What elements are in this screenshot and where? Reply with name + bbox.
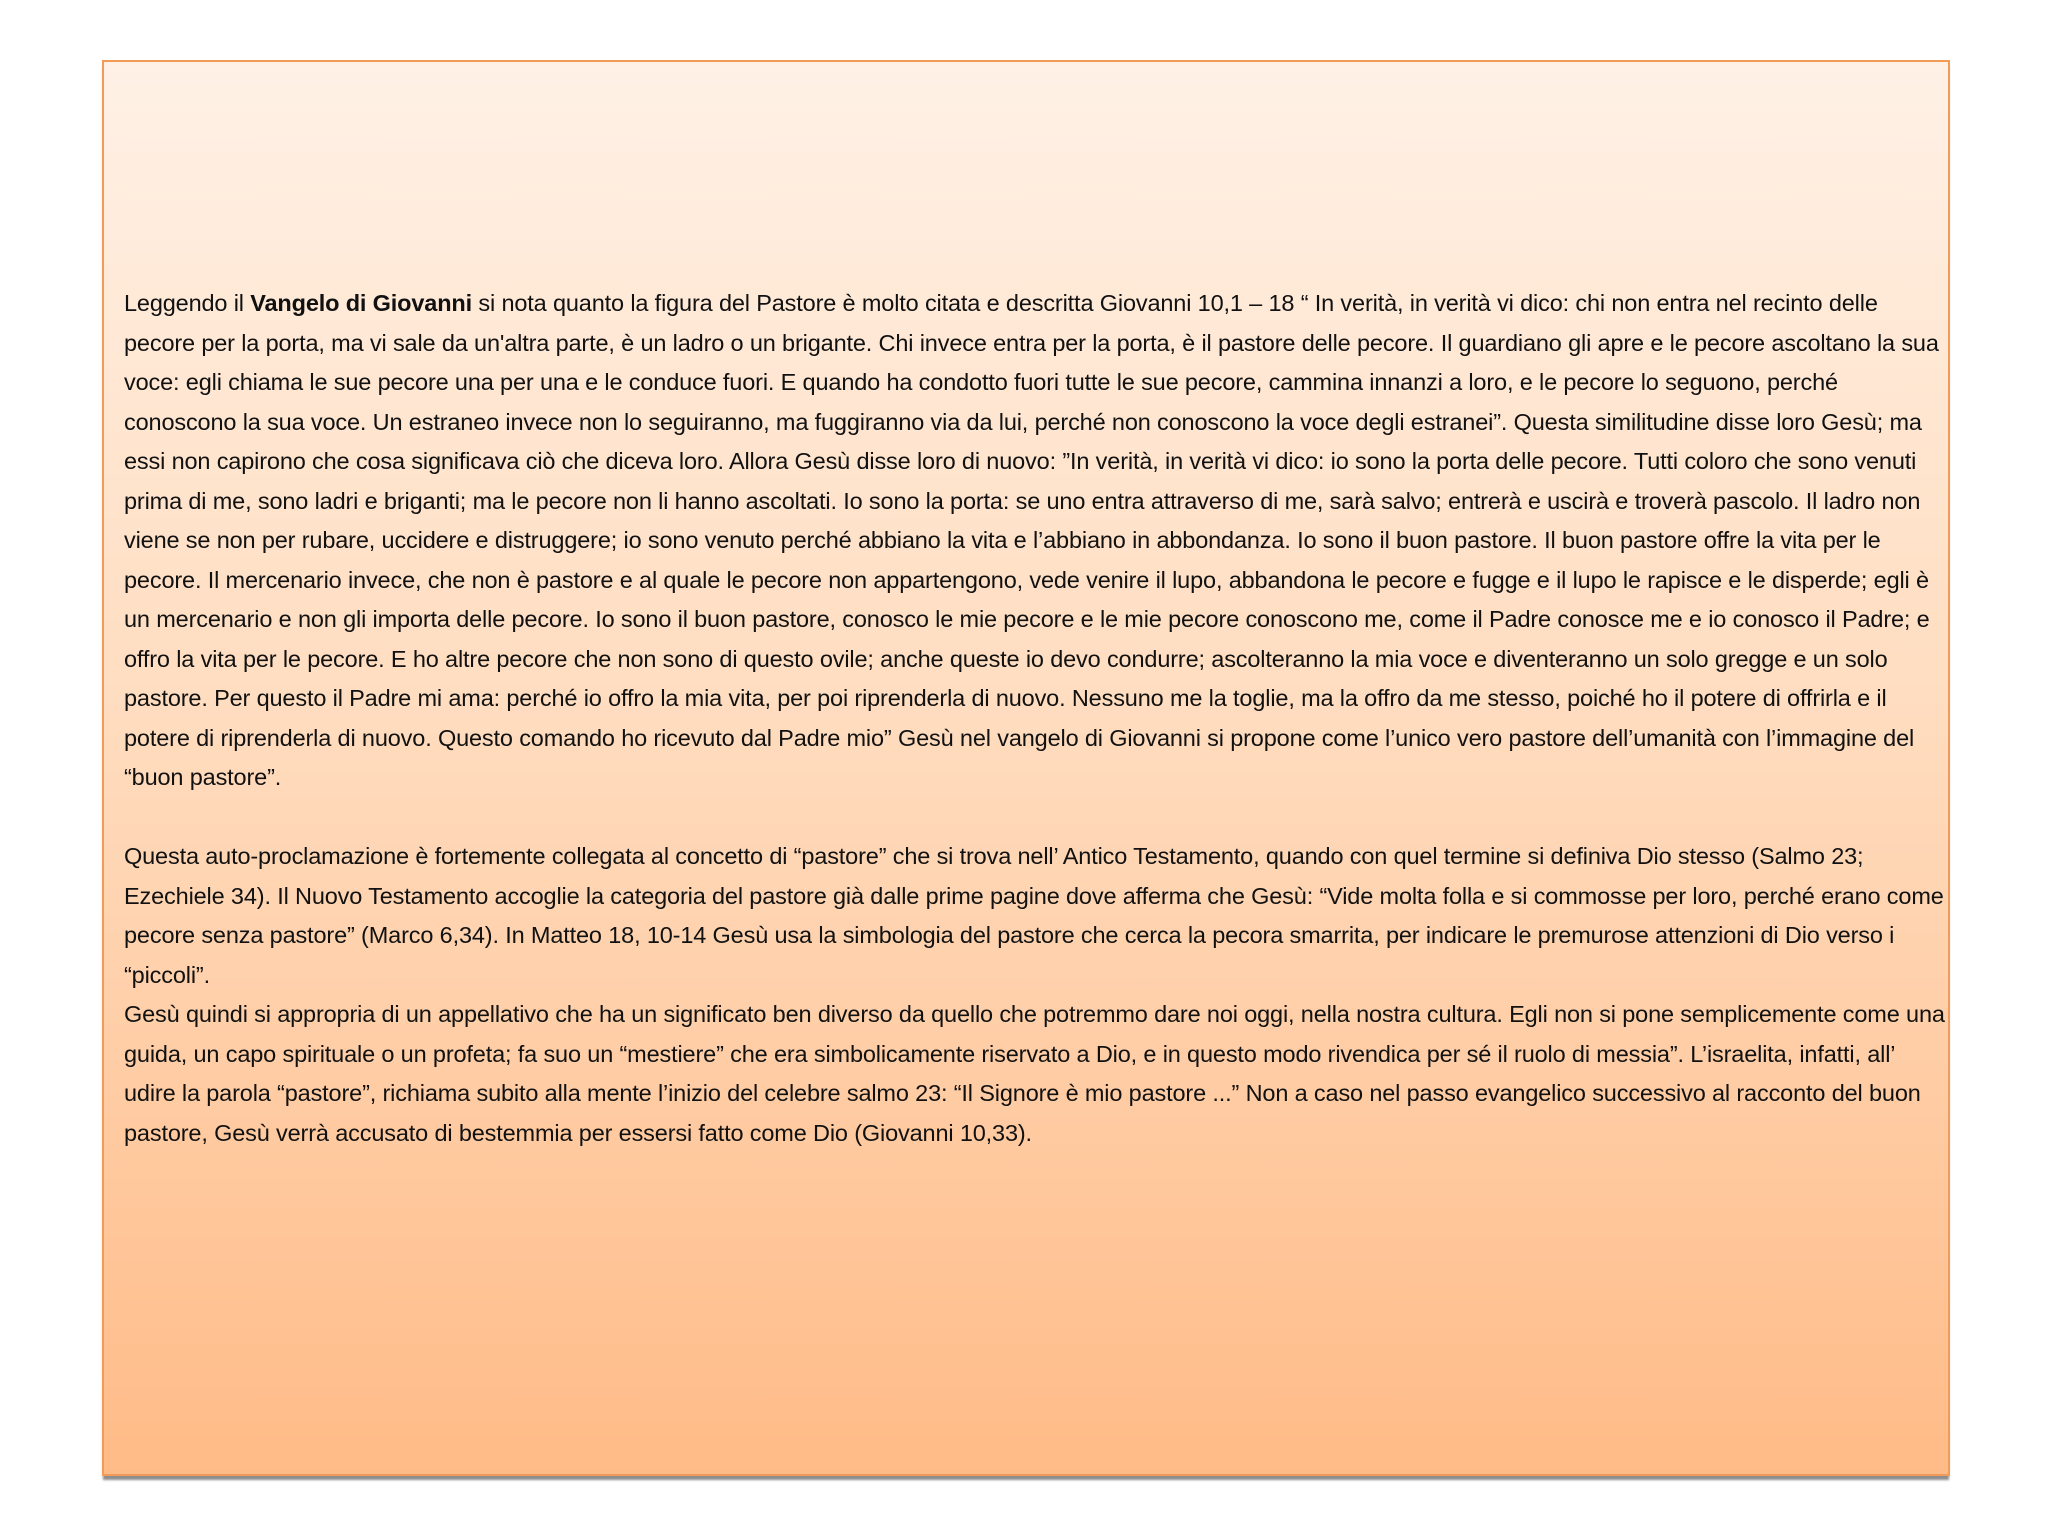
paragraph-messiah: Gesù quindi si appropria di un appellativo che ha un significato ben diverso da quello che potremmo dare noi oggi, nella nostra cultura. Egli non si pone semplicemente come una guida, un capo spirituale o un profeta; fa suo un “mestiere” che era simbolicamente riservato a Dio, e in questo modo rivendica per sé il ruolo di messia”. L’israelita, infatti, all’ udire la parola “pastore”, richiama subito alla mente l’inizio del celebre salmo 23: “Il Signore è mio pastore ...” Non a caso nel passo evangelico successivo al racconto del buon pastore, Gesù verrà accusato di bestemmia per essersi fatto come Dio (Giovanni 10,33).	[124, 1001, 1945, 1146]
slide-panel	[102, 60, 1950, 1476]
paragraph-gospel-john	[124, 284, 1946, 798]
paragraph-spacer	[124, 798, 1946, 838]
paragraph-intro: Leggendo il	[124, 290, 251, 316]
gospel-title-bold: Vangelo di Giovanni	[250, 290, 473, 316]
text-box	[124, 284, 1946, 1153]
paragraph-body: si nota quanto la figura del Pastore è molto citata e descritta Giovanni 10,1 – 18 “ In verità, in verità vi dico: chi non entra nel recinto delle pecore per la porta, ma vi sale da un'altra parte, è un ladro o un brigante. Chi invece entra per la porta, è il pastore delle pecore. Il guardiano gli apre e le pecore ascoltano la sua voce: egli chiama le sue pecore una per una e le conduce fuori. E quando ha condotto fuori tutte le sue pecore, cammina innanzi a loro, e le pecore lo seguono, perché conoscono la sua voce. Un estraneo invece non lo seguiranno, ma fuggiranno via da lui, perché non conoscono la voce degli estranei”. Questa similitudine disse loro Gesù; ma essi non capirono che cosa significava ciò che diceva loro. Allora Gesù disse loro di nuovo: ”In verità, in verità vi dico: io sono la porta delle pecore. Tutti coloro che sono venuti prima di me, sono ladri e briganti; ma le pecore non li hanno ascoltati. Io sono la porta: se uno entra attraverso di me, sarà salvo; entrerà e uscirà e troverà pascolo. Il ladro non viene se non per rubare, uccidere e distruggere; io sono venuto perché abbiano la vita e l’abbiano in abbondanza. Io sono il buon pastore. Il buon pastore offre la vita per le pecore. Il mercenario invece, che non è pastore e al quale le pecore non appartengono, vede venire il lupo, abbandona le pecore e fugge e il lupo le rapisce e le disperde; egli è un mercenario e non gli importa delle pecore. Io sono il buon pastore, conosco le mie pecore e le mie pecore conoscono me, come il Padre conosce me e io conosco il Padre; e offro la vita per le pecore. E ho altre pecore che non sono di questo ovile; anche queste io devo condurre; ascolteranno la mia voce e diventeranno un solo gregge e un solo pastore. Per questo il Padre mi ama: perché io offro la mia vita, per poi riprenderla di nuovo. Nessuno me la toglie, ma la offro da me stesso, poiché ho il potere di offrirla e il potere di riprenderla di nuovo. Questo comando ho ricevuto dal Padre mio” Gesù nel vangelo di Giovanni si propone come l’unico vero pastore dell’umanità con l’immagine del “buon pastore”.	[124, 290, 1939, 790]
paragraph-old-testament: Questa auto-proclamazione è fortemente collegata al concetto di “pastore” che si trova nell’ Antico Testamento, quando con quel termine si definiva Dio stesso (Salmo 23; Ezechiele 34). Il Nuovo Testamento accoglie la categoria del pastore già dalle prime pagine dove afferma che Gesù: “Vide molta folla e si commosse per loro, perché erano come pecore senza pastore” (Marco 6,34). In Matteo 18, 10-14 Gesù usa la simbologia del pastore che cerca la pecora smarrita, per indicare le premurose attenzioni di Dio verso i “piccoli”.	[124, 843, 1944, 988]
